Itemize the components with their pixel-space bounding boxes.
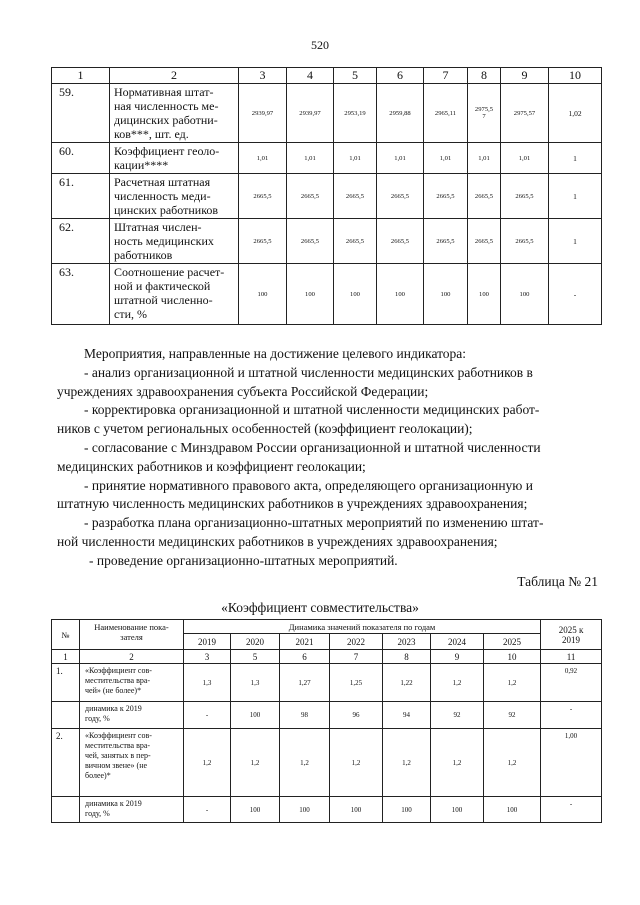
value-cell: 1 xyxy=(549,219,602,264)
column-index: 8 xyxy=(383,650,431,664)
column-header: 4 xyxy=(287,68,334,84)
measure-line: - принятие нормативного правового акта, определяющего организационную и xyxy=(84,477,533,493)
column-header: 8 xyxy=(468,68,501,84)
value-cell: 2665,5 xyxy=(334,219,377,264)
value-cell: 1 xyxy=(549,174,602,219)
value-cell: 100 xyxy=(231,702,280,729)
ratio-cell: - xyxy=(541,702,602,729)
value-cell: 2665,5 xyxy=(424,219,468,264)
value-cell: 100 xyxy=(431,797,484,823)
year-header: 2024 xyxy=(431,634,484,650)
indicator-name: Расчетная штатная численность меди- цинских работников xyxy=(110,174,239,219)
measure-line: ной численности медицинских работников в учреждениях здравоохранения; xyxy=(57,533,498,549)
indicator-name: Коэффициент геоло- кации**** xyxy=(110,143,239,174)
page-number: 520 xyxy=(311,38,329,52)
value-cell: 2939,97 xyxy=(287,84,334,143)
table-row xyxy=(52,84,602,143)
table-row xyxy=(52,143,602,174)
indicator-name: динамика к 2019 году, % xyxy=(80,702,184,729)
column-index: 3 xyxy=(184,650,231,664)
value-cell: 100 xyxy=(424,264,468,325)
row-number: 62. xyxy=(52,219,110,264)
value-cell: 2665,5 xyxy=(424,174,468,219)
value-cell: 1,3 xyxy=(184,664,231,702)
table-header-row xyxy=(52,68,602,84)
value-cell: 96 xyxy=(330,702,383,729)
value-cell: 1,01 xyxy=(501,143,549,174)
indicator-name: Нормативная штат- ная численность ме- дицинских работни- ков***, шт. ед. xyxy=(110,84,239,143)
row-number: 63. xyxy=(52,264,110,325)
measure-line: медицинских работников и коэффициент геолокации; xyxy=(57,458,366,474)
column-header: 6 xyxy=(377,68,424,84)
value-cell: - xyxy=(549,264,602,325)
row-number: 2. xyxy=(52,729,80,797)
ratio-cell: 1,00 xyxy=(541,729,602,797)
value-cell: 100 xyxy=(468,264,501,325)
value-cell: 1,01 xyxy=(334,143,377,174)
value-cell: 2665,5 xyxy=(377,174,424,219)
value-cell: 100 xyxy=(280,797,330,823)
value-cell: 2665,5 xyxy=(287,174,334,219)
value-cell: 2959,88 xyxy=(377,84,424,143)
table-header-row xyxy=(52,620,602,634)
column-index: 10 xyxy=(484,650,541,664)
value-cell: 1,3 xyxy=(231,664,280,702)
table-row xyxy=(52,797,602,823)
value-cell: 2665,5 xyxy=(468,219,501,264)
value-cell: 1,2 xyxy=(184,729,231,797)
table-row xyxy=(52,729,602,797)
row-number xyxy=(52,797,80,823)
column-index: 5 xyxy=(231,650,280,664)
value-cell: 1 xyxy=(549,143,602,174)
indicator-name: Штатная числен- ность медицинских работников xyxy=(110,219,239,264)
value-cell: 100 xyxy=(501,264,549,325)
value-cell: 1,22 xyxy=(383,664,431,702)
row-number: 60. xyxy=(52,143,110,174)
measures-paragraph xyxy=(57,345,600,571)
table-row xyxy=(52,702,602,729)
column-header: 10 xyxy=(549,68,602,84)
value-cell: 2665,5 xyxy=(239,174,287,219)
year-header: 2023 xyxy=(383,634,431,650)
year-header: 2022 xyxy=(330,634,383,650)
value-cell: 100 xyxy=(377,264,424,325)
column-header: 1 xyxy=(52,68,110,84)
value-cell: 92 xyxy=(431,702,484,729)
row-number: 61. xyxy=(52,174,110,219)
value-cell: 94 xyxy=(383,702,431,729)
indicator-name: «Коэффициент сов- местительства вра- чей» (не более)* xyxy=(80,664,184,702)
value-cell: 100 xyxy=(383,797,431,823)
ratio-cell: - xyxy=(541,797,602,823)
coefficient-table xyxy=(51,619,602,823)
column-header: 5 xyxy=(334,68,377,84)
table-row xyxy=(52,264,602,325)
value-cell: 98 xyxy=(280,702,330,729)
row-number xyxy=(52,702,80,729)
value-cell: 2965,11 xyxy=(424,84,468,143)
ratio-cell: 0,92 xyxy=(541,664,602,702)
column-header-ratio: 2025 к 2019 xyxy=(541,620,602,650)
value-cell: 100 xyxy=(484,797,541,823)
value-cell: 2665,5 xyxy=(287,219,334,264)
value-cell: 1,01 xyxy=(377,143,424,174)
table-row xyxy=(52,219,602,264)
value-cell: 1,01 xyxy=(424,143,468,174)
value-cell: 1,01 xyxy=(239,143,287,174)
column-header: 3 xyxy=(239,68,287,84)
value-cell: 1,01 xyxy=(468,143,501,174)
value-cell: 1,2 xyxy=(383,729,431,797)
value-cell: 2665,5 xyxy=(501,174,549,219)
value-cell: 2665,5 xyxy=(501,219,549,264)
column-header: 7 xyxy=(424,68,468,84)
value-cell: 1,27 xyxy=(280,664,330,702)
column-index: 11 xyxy=(541,650,602,664)
measure-line: учреждениях здравоохранения субъекта Российской Федерации; xyxy=(57,383,429,399)
value-cell: 1,2 xyxy=(484,664,541,702)
value-cell: 100 xyxy=(239,264,287,325)
value-cell: 1,2 xyxy=(330,729,383,797)
indicator-name: динамика к 2019 году, % xyxy=(80,797,184,823)
value-cell: 1,02 xyxy=(549,84,602,143)
measure-line: - проведение организационно-штатных мероприятий. xyxy=(89,552,398,568)
column-header-number: № xyxy=(52,620,80,650)
table-title: «Коэффициент совместительства» xyxy=(221,600,419,615)
value-cell: - xyxy=(184,702,231,729)
value-cell: 1,2 xyxy=(280,729,330,797)
column-header-name: Наименование пока- зателя xyxy=(80,620,184,650)
row-number: 59. xyxy=(52,84,110,143)
indicator-name: «Коэффициент сов- местительства вра- чей, занятых в пер- вичном звене» (не более)* xyxy=(80,729,184,797)
indicator-name: Соотношение расчет- ной и фактической штатной численно- сти, % xyxy=(110,264,239,325)
value-cell: 2975,5 7 xyxy=(468,84,501,143)
table-row xyxy=(52,664,602,702)
value-cell: 1,2 xyxy=(231,729,280,797)
table-row xyxy=(52,174,602,219)
measure-line: ников с учетом региональных особенностей (коэффициент геолокации); xyxy=(57,421,473,437)
column-index-row xyxy=(52,650,602,664)
value-cell: 2665,5 xyxy=(377,219,424,264)
value-cell: 2665,5 xyxy=(334,174,377,219)
value-cell: 1,25 xyxy=(330,664,383,702)
value-cell: 100 xyxy=(334,264,377,325)
column-index: 2 xyxy=(80,650,184,664)
value-cell: 1,2 xyxy=(431,664,484,702)
column-index: 6 xyxy=(280,650,330,664)
value-cell: 2665,5 xyxy=(468,174,501,219)
measure-line: - корректировка организационной и штатной численности медицинских работ- xyxy=(84,402,540,418)
year-header: 2019 xyxy=(184,634,231,650)
measure-line: - анализ организационной и штатной численности медицинских работников в xyxy=(84,364,533,380)
column-index: 7 xyxy=(330,650,383,664)
indicator-table xyxy=(51,67,602,325)
value-cell: 100 xyxy=(330,797,383,823)
value-cell: 100 xyxy=(287,264,334,325)
value-cell: 2665,5 xyxy=(239,219,287,264)
value-cell: 1,2 xyxy=(484,729,541,797)
value-cell: - xyxy=(184,797,231,823)
value-cell: 2953,19 xyxy=(334,84,377,143)
value-cell: 100 xyxy=(231,797,280,823)
measure-line: Мероприятия, направленные на достижение целевого индикатора: xyxy=(84,346,467,361)
year-header: 2020 xyxy=(231,634,280,650)
column-header-dynamics: Динамика значений показателя по годам xyxy=(184,620,541,634)
column-header: 2 xyxy=(110,68,239,84)
value-cell: 2975,57 xyxy=(501,84,549,143)
column-index: 1 xyxy=(52,650,80,664)
value-cell: 1,2 xyxy=(431,729,484,797)
column-header: 9 xyxy=(501,68,549,84)
row-number: 1. xyxy=(52,664,80,702)
table-number-label: Таблица № 21 xyxy=(517,574,598,589)
measure-line: штатную численность медицинских работников в учреждениях здравоохранения; xyxy=(57,496,528,512)
value-cell: 2939,97 xyxy=(239,84,287,143)
measure-line: - разработка плана организационно-штатных мероприятий по изменению штат- xyxy=(84,515,544,531)
value-cell: 92 xyxy=(484,702,541,729)
year-header: 2025 xyxy=(484,634,541,650)
value-cell: 1,01 xyxy=(287,143,334,174)
year-header: 2021 xyxy=(280,634,330,650)
column-index: 9 xyxy=(431,650,484,664)
measure-line: - согласование с Минздравом России организационной и штатной численности xyxy=(84,439,541,455)
